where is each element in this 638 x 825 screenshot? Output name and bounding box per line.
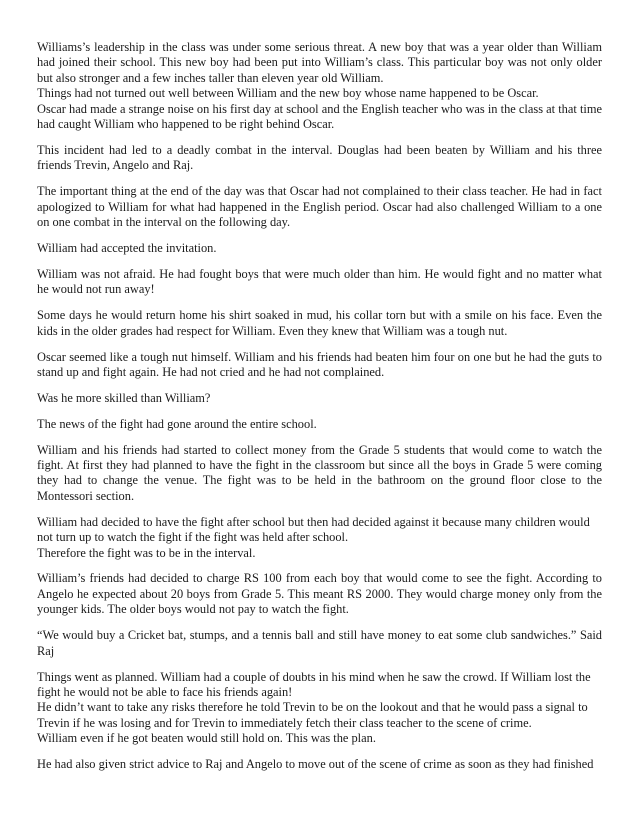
text-line: Things had not turned out well between William and the new boy whose name happened to be Oscar.	[37, 86, 539, 101]
paragraph-7: Oscar seemed like a tough nut himself. William and his friends had beaten him four on one but he had the guts to stand up and fight again. He had not cried and he had not complained.	[37, 349, 602, 379]
paragraph-4: William had accepted the invitation.	[37, 240, 217, 255]
paragraph-3: The important thing at the end of the day was that Oscar had not complained to their class teacher. He had in fact apologized to William for what had happened in the English period. Oscar had also challenged William to a one on one combat in the interval on the following day.	[37, 184, 602, 230]
text-line: Williams’s leadership in the class was under some serious threat. A new boy that was a year older than William had joined their school. This new boy had been put into William’s class. This particular boy was not only older but also stronger and a few inches taller than eleven year old William.	[37, 40, 602, 85]
paragraph-5: William was not afraid. He had fought boys that were much older than him. He would fight and no matter what he would not run away!	[37, 266, 602, 297]
paragraph-10: William and his friends had started to collect money from the Grade 5 students that would come to watch the fight. At first they had planned to have the fight in the classroom but since all the boys in Grade 5 were coming they had to change the venue. The fight was to be held in the bathroom on the ground floor close to the Montessori section.	[37, 442, 602, 503]
paragraph-13: “We would buy a Cricket bat, stumps, and a tennis ball and still have money to eat some club sandwiches.” Said Raj	[37, 628, 602, 658]
text-line: Therefore the fight was to be in the interval.	[37, 545, 256, 560]
paragraph-6: Some days he would return home his shirt soaked in mud, his collar torn but with a smile on his face. Even the kids in the older grades had respect for William. Even they knew that William was a tough nut.	[37, 308, 602, 338]
paragraph-11	[37, 515, 602, 561]
paragraph-8: Was he more skilled than William?	[37, 390, 211, 405]
text-line: Things went as planned. William had a couple of doubts in his mind when he saw the crowd. If William lost the fight he would not be able to face his friends again!	[37, 669, 591, 699]
text-line: William even if he got beaten would still hold on. This was the plan.	[37, 731, 376, 746]
text-line: William had decided to have the fight after school but then had decided against it because many children would not turn up to watch the fight if the fight was held after school.	[37, 514, 590, 545]
paragraph-2: This incident had led to a deadly combat in the interval. Douglas had been beaten by William and his three friends Trevin, Angelo and Raj.	[37, 142, 602, 173]
paragraph-15: He had also given strict advice to Raj and Angelo to move out of the scene of crime as soon as they had finished	[37, 757, 594, 772]
paragraph-9: The news of the fight had gone around the entire school.	[37, 416, 317, 431]
paragraph-1	[37, 40, 602, 132]
document-page	[37, 40, 602, 783]
text-line: He didn’t want to take any risks therefore he told Trevin to be on the lookout and that he would pass a signal to Trevin if he was losing and for Trevin to immediately fetch their class teacher to the scene of crime.	[37, 700, 588, 730]
paragraph-14	[37, 670, 602, 747]
paragraph-12: William’s friends had decided to charge RS 100 from each boy that would come to see the fight. According to Angelo he expected about 20 boys from Grade 5. This meant RS 2000. They would charge money only from the younger kids. The older boys would not pay to watch the fight.	[37, 571, 602, 617]
text-line: Oscar had made a strange noise on his first day at school and the English teacher who was in the class at that time had caught William who happened to be right behind Oscar.	[37, 101, 602, 132]
